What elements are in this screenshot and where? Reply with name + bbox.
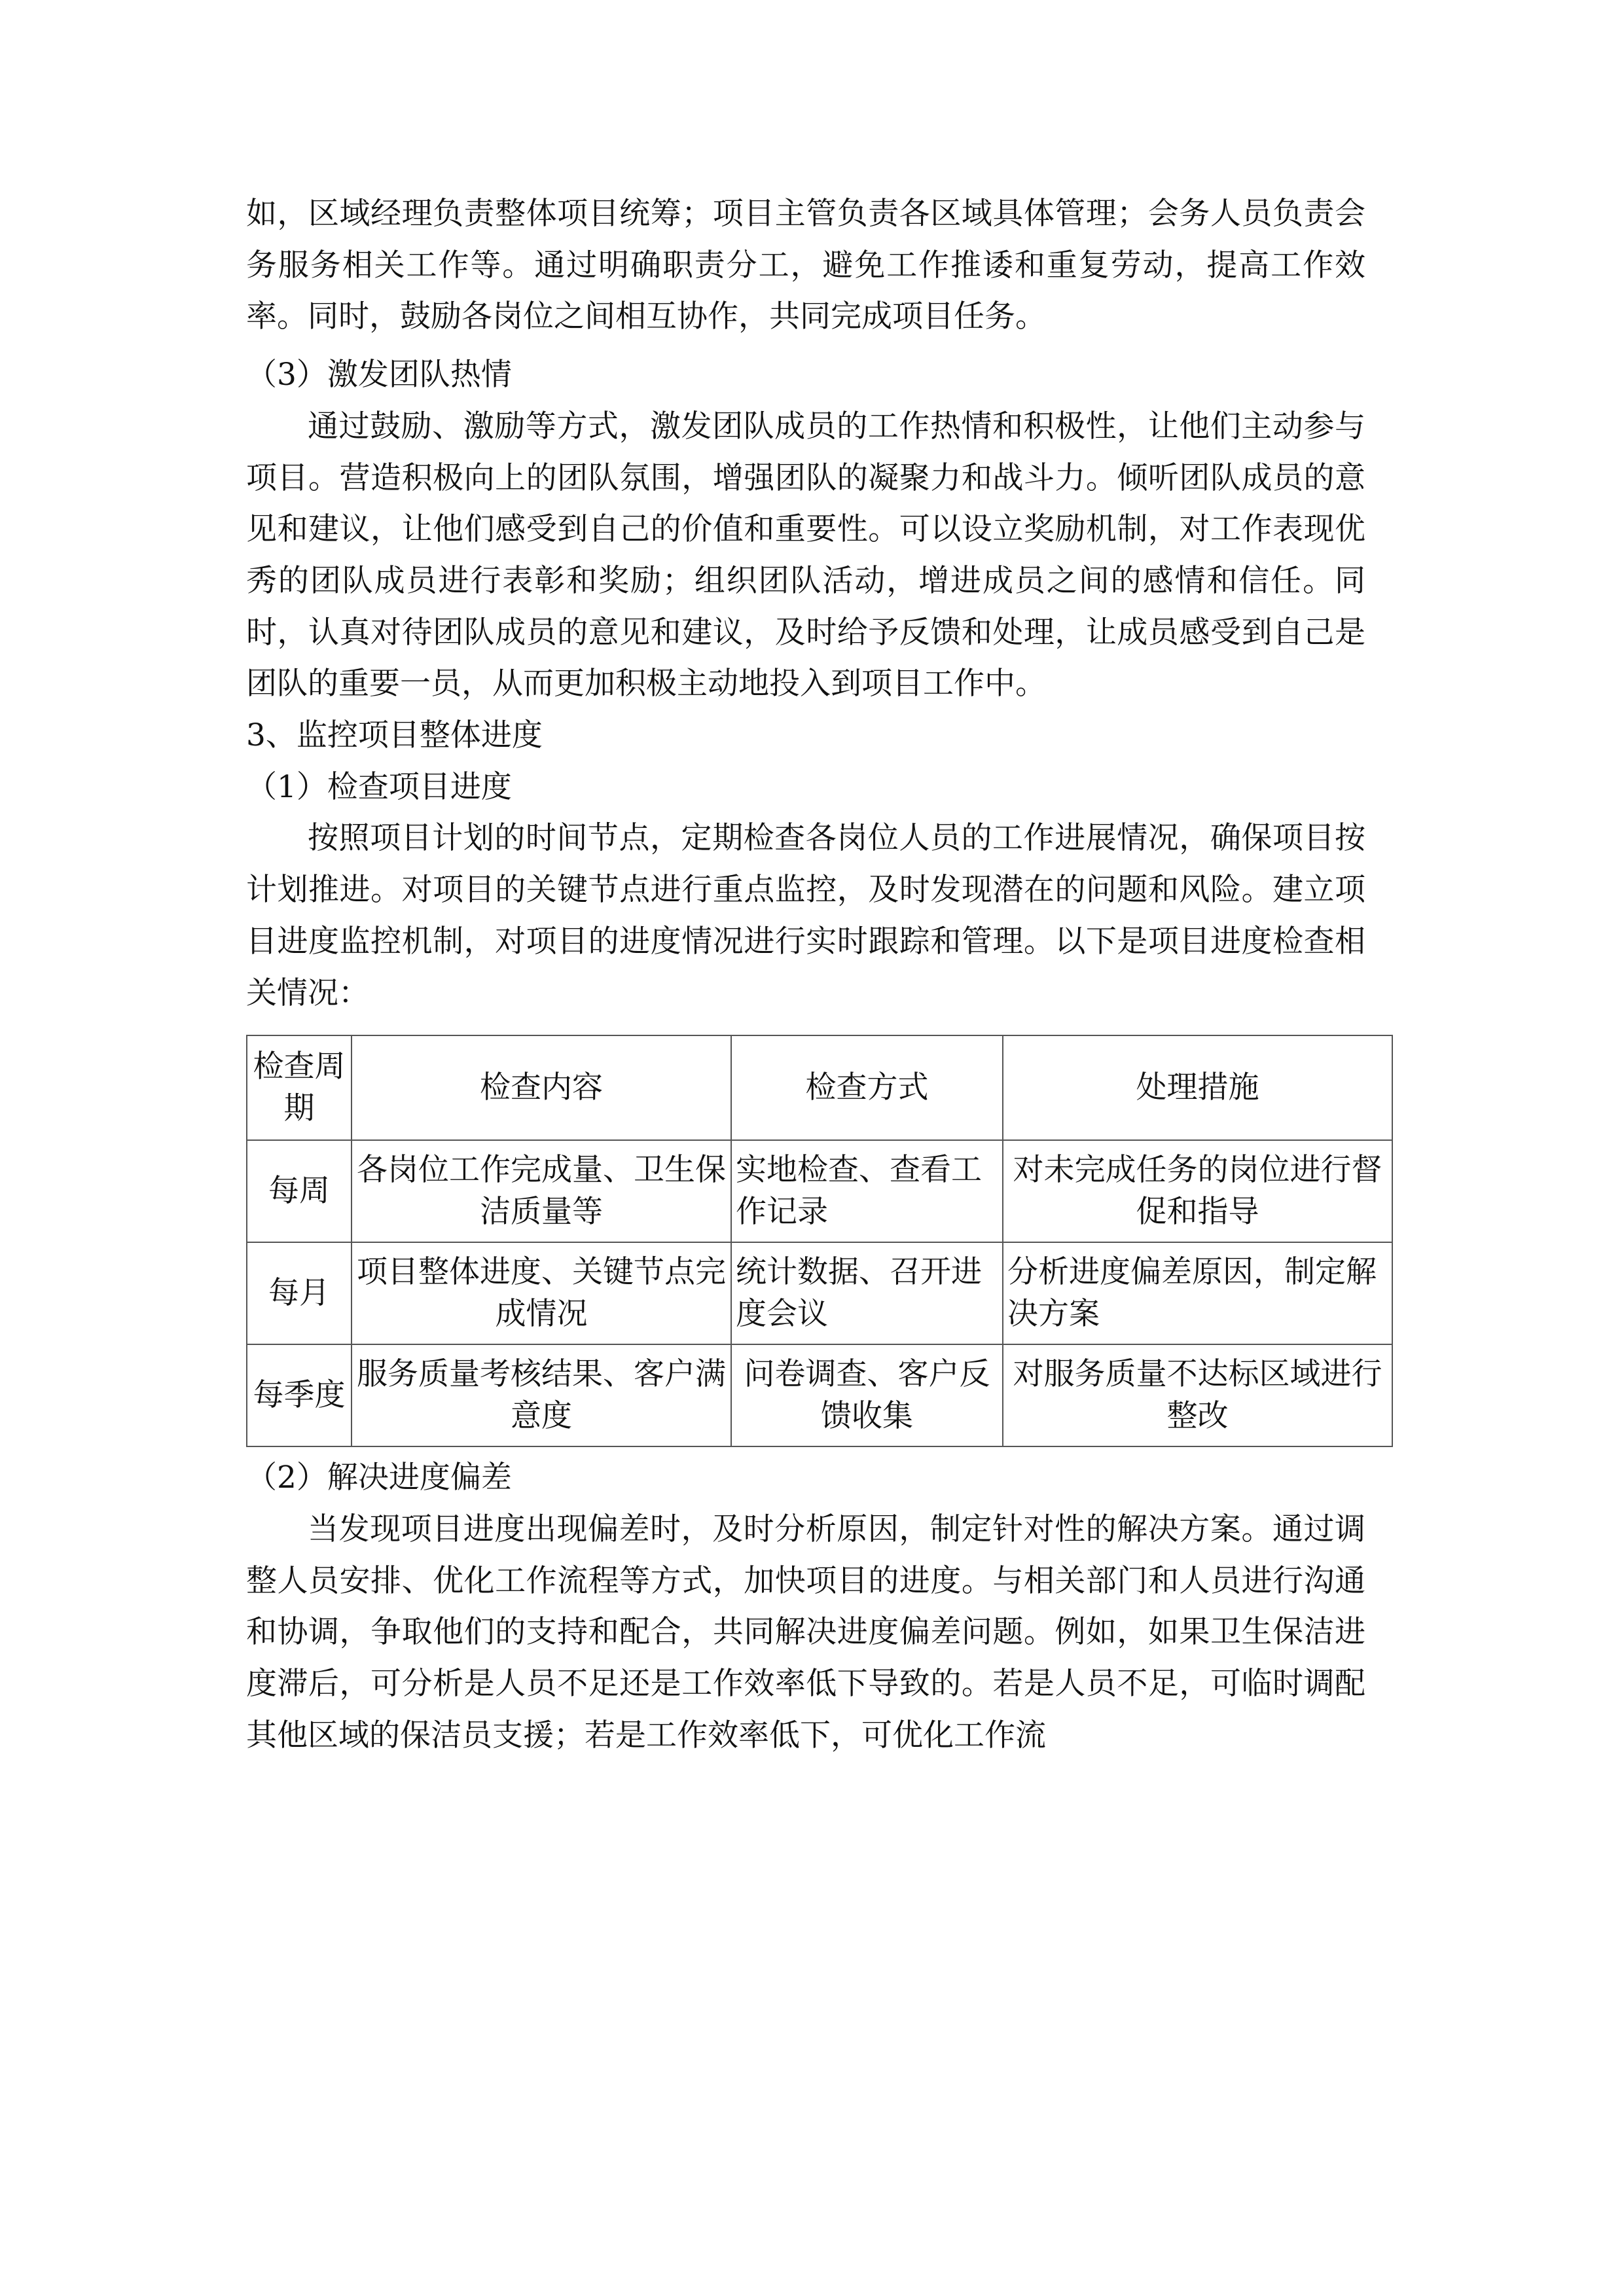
table-cell: 项目整体进度、关键节点完成情况 — [352, 1242, 731, 1344]
table-cell: 实地检查、查看工作记录 — [731, 1140, 1003, 1242]
table-cell: 分析进度偏差原因，制定解决方案 — [1003, 1242, 1392, 1344]
table-row — [247, 1242, 1392, 1344]
table-cell: 统计数据、召开进度会议 — [731, 1242, 1003, 1344]
progress-check-table — [246, 1035, 1393, 1447]
table-header-cell: 检查方式 — [731, 1035, 1003, 1140]
table-cell: 问卷调查、客户反馈收集 — [731, 1344, 1003, 1446]
table-cell: 对未完成任务的岗位进行督促和指导 — [1003, 1140, 1392, 1242]
table-cell: 每周 — [247, 1140, 352, 1242]
document-page — [246, 188, 1382, 1761]
paragraph-check: 按照项目计划的时间节点，定期检查各岗位人员的工作进展情况，确保项目按计划推进。对项目的关键节点进行重点监控，及时发现潜在的问题和风险。建立项目进度监控机制，对项目的进度情况进行实时跟踪和管理。以下是项目进度检查相关情况： — [246, 820, 1365, 1011]
heading-check-progress: （1）检查项目进度 — [246, 768, 512, 805]
paragraph-team: 通过鼓励、激励等方式，激发团队成员的工作热情和积极性，让他们主动参与项目。营造积极向上的团队氛围，增强团队的凝聚力和战斗力。倾听团队成员的意见和建议，让他们感受到自己的价值和重要性。可以设立奖励机制，对工作表现优秀的团队成员进行表彰和奖励；组织团队活动，增进成员之间的感情和信任。同时，认真对待团队成员的意见和建议，及时给予反馈和处理，让成员感受到自己是团队的重要一员，从而更加积极主动地投入到项目工作中。 — [246, 408, 1365, 702]
paragraph-deviation: 当发现项目进度出现偏差时，及时分析原因，制定针对性的解决方案。通过调整人员安排、优化工作流程等方式，加快项目的进度。与相关部门和人员进行沟通和协调，争取他们的支持和配合，共同解决进度偏差问题。例如，如果卫生保洁进度滞后，可分析是人员不足还是工作效率低下导致的。若是人员不足，可临时调配其他区域的保洁员支援；若是工作效率低下，可优化工作流 — [246, 1511, 1365, 1753]
table-cell: 每季度 — [247, 1344, 352, 1446]
table-row — [247, 1140, 1392, 1242]
heading-monitor-progress: 3、监控项目整体进度 — [246, 717, 543, 754]
table-header-row — [247, 1035, 1392, 1140]
table-cell: 各岗位工作完成量、卫生保洁质量等 — [352, 1140, 731, 1242]
table-header-cell: 检查周期 — [247, 1035, 352, 1140]
table-row — [247, 1344, 1392, 1446]
paragraph-roles-end: 如，区域经理负责整体项目统筹；项目主管负责各区域具体管理；会务人员负责会务服务相关工作等。通过明确职责分工，避免工作推诿和重复劳动，提高工作效率。同时，鼓励各岗位之间相互协作，共同完成项目任务。 — [246, 196, 1365, 335]
heading-resolve-deviation: （2）解决进度偏差 — [246, 1460, 512, 1496]
table-cell: 每月 — [247, 1242, 352, 1344]
table-cell: 对服务质量不达标区域进行整改 — [1003, 1344, 1392, 1446]
table-cell: 服务质量考核结果、客户满意度 — [352, 1344, 731, 1446]
heading-inspire-team: （3）激发团队热情 — [246, 357, 512, 393]
table-header-cell: 检查内容 — [352, 1035, 731, 1140]
table-header-cell: 处理措施 — [1003, 1035, 1392, 1140]
